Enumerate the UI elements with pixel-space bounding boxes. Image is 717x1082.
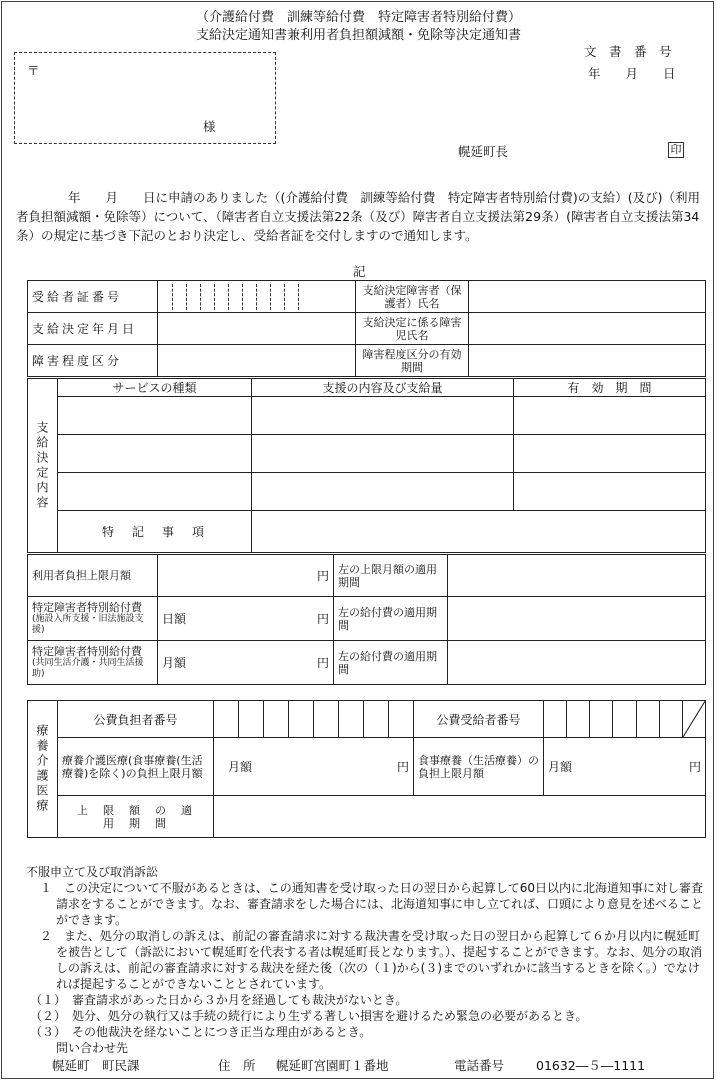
period-cell — [514, 435, 706, 473]
meal-monthly-unit: 円 — [688, 760, 701, 774]
level-valid-period-label: 障害程度区分の有効期間 — [356, 345, 469, 377]
medical-monthly-unit: 円 — [396, 760, 409, 774]
special-benefit-group-label — [28, 641, 158, 685]
contact-heading: 問い合わせ先 — [56, 1041, 129, 1055]
diagonal-box — [683, 701, 705, 737]
postal-mark: 〒 — [27, 63, 40, 78]
honorific: 様 — [203, 119, 216, 134]
special-benefit-facility-period-label: 左の給付費の適用期間 — [334, 597, 448, 641]
service-cell — [58, 397, 252, 435]
special-benefit-facility-title: 特定障害者特別給付費 — [32, 601, 142, 614]
appeal-sub-2: （２） 処分、処分の執行又は手続の続行により生ずる著しい損害を避けるため緊急の必要があるとき。 — [30, 1009, 588, 1023]
special-benefit-group-period-label: 左の給付費の適用期間 — [334, 641, 448, 685]
recipient-number-label: 受給者証番号 — [28, 281, 158, 313]
disability-level-value — [158, 345, 356, 377]
decision-content-side-label: 支給決定内容 — [28, 379, 58, 553]
col-support-header: 支援の内容及び支給量 — [252, 379, 514, 397]
special-benefit-group-value — [158, 641, 334, 685]
period-cell — [514, 473, 706, 511]
issuer-name: 幌延町長 — [458, 144, 509, 159]
appeal-notes — [26, 864, 710, 1056]
special-notes-label: 特 記 事 項 — [58, 511, 252, 553]
special-benefit-group-sub: (共同生活介護・共同生活援助) — [32, 658, 144, 679]
recipient-info-table — [27, 280, 706, 377]
monthly-amount-unit: 円 — [316, 656, 329, 670]
footer-address-label: 住 所 — [218, 1058, 256, 1073]
support-cell — [252, 435, 514, 473]
burden-limit-table — [27, 554, 706, 685]
special-benefit-facility-value — [158, 597, 334, 641]
medical-limit-value — [214, 738, 414, 796]
meal-limit-label: 食事療養（生活療養）の負担上限月額 — [414, 738, 544, 796]
decision-content-table — [27, 378, 706, 553]
meal-monthly-label: 月額 — [548, 760, 573, 774]
support-cell — [252, 473, 514, 511]
service-cell — [58, 435, 252, 473]
special-notes-value — [252, 511, 706, 553]
medical-monthly-label: 月額 — [228, 760, 253, 774]
decision-date-label: 支給決定年月日 — [28, 313, 158, 345]
title-line-2: 支給決定通知書兼利用者負担額減額・免除等決定通知書 — [195, 28, 521, 43]
medical-limit-label: 療養介護医療(食事療養(生活療養)を除く)の負担上限月額 — [58, 738, 214, 796]
medical-care-side-label: 療養介護医療 — [28, 701, 58, 838]
title-line-1: （介護給付費 訓練等給付費 特定障害者特別給付費） — [195, 10, 521, 25]
doc-number-label: 文 書 番 号 — [584, 44, 672, 59]
appeal-heading: 不服申立て及び取消訴訟 — [26, 865, 159, 879]
limit-period-value — [214, 796, 706, 838]
burden-limit-label: 利用者負担上限月額 — [28, 555, 158, 597]
appeal-sub-3: （３） その他裁決を経ないことにつき正当な理由があるとき。 — [30, 1025, 372, 1039]
daily-amount-unit: 円 — [316, 612, 329, 626]
burden-limit-period-value — [448, 555, 706, 597]
medical-care-table — [27, 700, 706, 838]
seal-mark: 印 — [668, 142, 684, 158]
decision-date-value — [158, 313, 356, 345]
service-cell — [58, 473, 252, 511]
child-name-value — [469, 313, 706, 345]
meal-limit-value — [544, 738, 706, 796]
burden-limit-unit: 円 — [316, 569, 329, 583]
special-benefit-group-title: 特定障害者特別給付費 — [32, 645, 142, 658]
address-box — [14, 52, 276, 144]
decision-person-label: 支給決定障害者（保護者）氏名 — [356, 281, 469, 313]
special-benefit-facility-label — [28, 597, 158, 641]
appeal-item-2: ２ また、処分の取消しの訴えは、前記の審査請求に対する裁決書を受け取った日の翌日から起算して６か月以内に幌延町を被告として（訴訟において幌延町を代表する者は幌延町長となります。）、提起することができます。なお、処分の取消しの訴えは、前記の審査請求に対する裁決を経た後（次の（１)から(３)までのいずれかに該当するときを除く。）でなければ提起することができないこととされています。 — [40, 929, 703, 991]
special-benefit-facility-sub: (施設入所支援・旧法施設支援) — [32, 614, 144, 635]
footer-phone-label: 電話番号 — [454, 1058, 505, 1073]
recipient-number-boxes — [158, 281, 356, 313]
date-label: 年 月 日 — [588, 66, 676, 81]
col-service-header: サービスの種類 — [58, 379, 252, 397]
special-benefit-facility-period-value — [448, 597, 706, 641]
col-period-header: 有 効 期 間 — [514, 379, 706, 397]
appeal-sub-1: （１） 審査請求があった日から３か月を経過しても裁決がないとき。 — [30, 993, 408, 1007]
disability-level-label: 障害程度区分 — [28, 345, 158, 377]
child-name-label: 支給決定に係る障害児氏名 — [356, 313, 469, 345]
footer-phone: 01632―５―1111 — [536, 1058, 646, 1073]
appeal-item-1: １ この決定について不服があるときは、この通知書を受け取った日の翌日から起算して60日以内に北海道知事に対し審査請求をすることができます。なお、審査請求をした場合には、北海道知事に申し立てれば、口頭により意見を述べることができます。 — [40, 881, 704, 927]
footer-address: 幌延町宮園町１番地 — [276, 1058, 389, 1073]
payer-number-boxes — [214, 701, 414, 738]
burden-limit-value — [158, 555, 334, 597]
public-recipient-number-boxes — [544, 701, 706, 738]
decision-person-value — [469, 281, 706, 313]
period-cell — [514, 397, 706, 435]
special-benefit-group-period-value — [448, 641, 706, 685]
payer-number-label: 公費負担者番号 — [58, 701, 214, 738]
monthly-amount-label: 月額 — [162, 656, 187, 670]
footer-office: 幌延町 町民課 — [52, 1058, 140, 1073]
burden-limit-period-label: 左の上限月額の適用期間 — [334, 555, 448, 597]
notice-body: 年 月 日に申請のありました（(介護給付費 訓練等給付費 特定障害者特別給付費)の支給）(及び)（利用者負担額減額・免除等）について、（障害者自立支援法第22条（及び）障害者自立支援法第29条）(障害者自立支援法第34条）の規定に基づき下記のとおり決定し、受給者証を交付しますので通知します。 — [16, 190, 701, 243]
limit-period-label: 上 限 額 の 適 用 期 間 — [58, 796, 214, 838]
public-recipient-number-label: 公費受給者番号 — [414, 701, 544, 738]
ki-label: 記 — [353, 264, 366, 279]
support-cell — [252, 397, 514, 435]
level-valid-period-value — [469, 345, 706, 377]
daily-amount-label: 日額 — [162, 612, 187, 626]
